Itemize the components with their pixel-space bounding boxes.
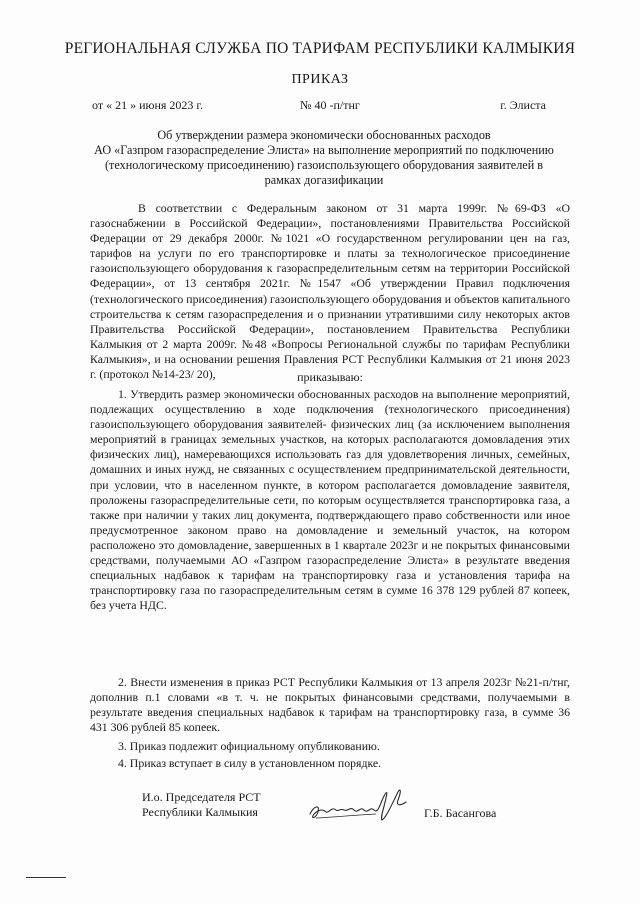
order-item-1: 1. Утвердить размер экономически обоснованных расходов на выполнение мероприятий, подлежащих осуществлению в ходе подключения (технологического присоединения) газоиспользующего оборудования заявителей- физических лиц (за исключением выполнения мероприятий в границах земельных участков, на которых располагаются домовладения этих физических лиц), намеревающихся использовать газ для удовлетворения личных, семейных, домашних и иных нужд, не связанных с осуществлением предпринимательской деятельности, при условии, что в населенном пункте, в котором располагается домовладение заявителя, проложены газораспределительные сети, по которым осуществляется транспортировка газа, а также при наличии у таких лиц документа, подтверждающего право собственности или иное предусмотренное законом право на домовладение и земельный участок, на котором расположено это домовладение, завершенных в 1 квартале 2023г и не покрытых финансовыми средствами, получаемыми АО «Газпром газораспределение Элиста» в результате введения специальных надбавок к тарифам на транспортировку газа и установления тарифа на транспортировку газа по газораспределительным сетям в сумме 16 378 129 рублей 87 копеек, без учета НДС. <box>90 387 570 613</box>
footer-divider <box>26 877 66 878</box>
order-word: приказываю: <box>297 370 363 384</box>
document-subject <box>80 128 568 188</box>
subject-line: Об утверждении размера экономически обоснованных расходов <box>157 128 491 142</box>
subject-line: АО «Газпром газораспределение Элиста» на выполнение мероприятий по подключению <box>94 143 554 157</box>
preamble-paragraph: В соответствии с Федеральным законом от 31 марта 1999г. №69-ФЗ «О газоснабжении в Российской Федерации», постановлениями Правительства Российской Федерации от 29 декабря 2000г. №1021 «О государственном регулировании цен на газ, тарифов на услуги по его транспортировке и платы за технологическое присоединение газоиспользующего оборудования к газораспределительным сетям на территории Российской Федерации», от 13 сентября 2021г. №1547 «Об утверждении Правил подключения (технологического присоединения) газоиспользующего оборудования и объектов капитального строительства к сетям газораспределения и о признании утратившими силу некоторых актов Правительства Российской Федерации», постановлением Правительства Республики Калмыкия от 2 марта 2009г. №48 «Вопросы Региональной службы по тарифам Республики Калмыкия», и на основании решения Правления РСТ Республики Калмыкия от 21 июня 2023 г. (протокол №14-23/ 20), <box>90 201 570 382</box>
order-item-4: 4. Приказ вступает в силу в установленном порядке. <box>118 756 382 770</box>
document-city: г. Элиста <box>500 98 546 112</box>
signatory-title-line: Республики Калмыкия <box>142 805 258 819</box>
subject-line: (технологическому присоединению) газоиспользующего оборудования заявителей в <box>104 158 544 172</box>
organization-name: РЕГИОНАЛЬНАЯ СЛУЖБА ПО ТАРИФАМ РЕСПУБЛИКИ КАЛМЫКИЯ <box>64 40 576 57</box>
signatory-name: Г.Б. Басангова <box>424 806 497 820</box>
document-number: № 40 -п/тнг <box>300 98 360 112</box>
document-meta <box>92 98 546 114</box>
handwritten-signature <box>306 784 418 828</box>
document-date: от « 21 » июня 2023 г. <box>92 98 203 112</box>
document-type: ПРИКАЗ <box>291 72 349 87</box>
signatory-title <box>142 790 261 820</box>
order-item-3: 3. Приказ подлежит официальному опубликованию. <box>118 739 380 753</box>
subject-line: рамках догазификации <box>264 173 384 187</box>
order-item-2: 2. Внести изменения в приказ РСТ Республики Калмыкия от 13 апреля 2023г №21-п/тнг, дополнив п.1 словами «в т. ч. не покрытых финансовыми средствами, получаемыми в результате введения специальных надбавок к тарифам на транспортировку газа, в сумме 36 431 306 рублей 85 копеек. <box>90 675 570 735</box>
signatory-title-line: И.о. Председателя РСТ <box>142 790 261 804</box>
